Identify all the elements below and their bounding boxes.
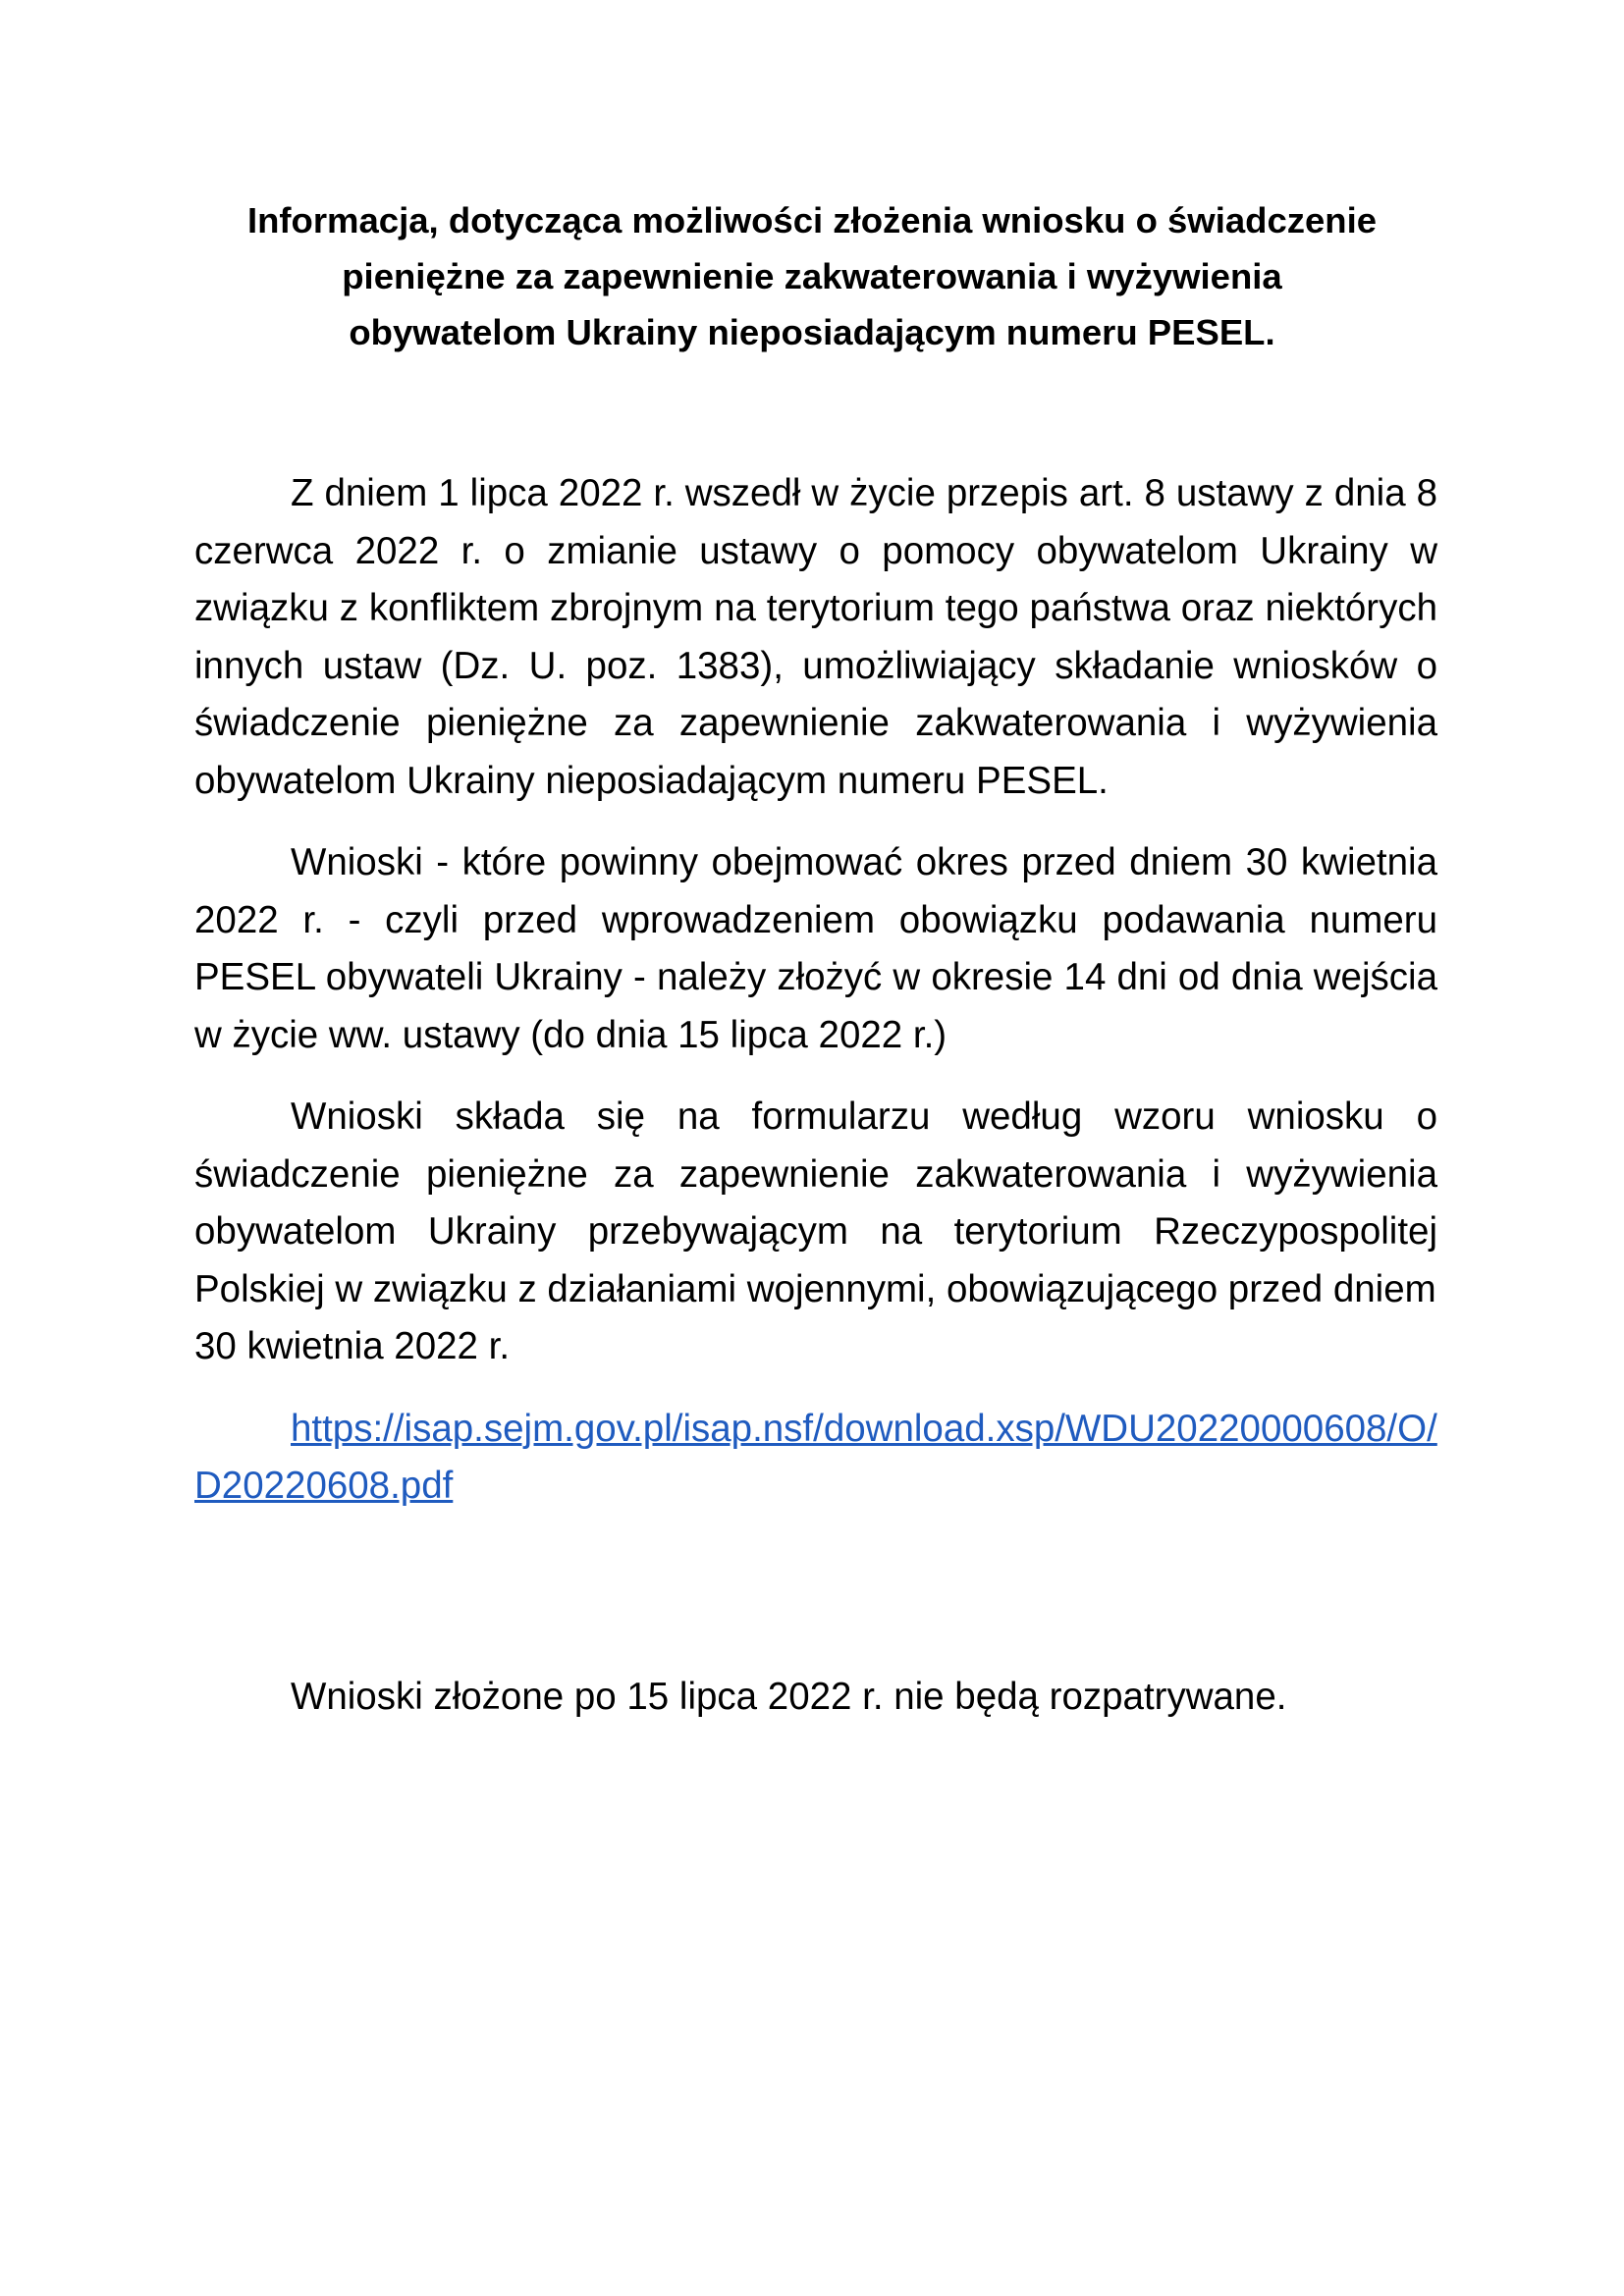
paragraph-3 (194, 1089, 1437, 1376)
title-line-2: pieniężne za zapewnienie zakwaterowania i wyżywienia (342, 256, 1282, 296)
title-line-3: obywatelom Ukrainy nieposiadającym numeru PESEL. (349, 312, 1275, 352)
title-line-1: Informacja, dotycząca możliwości złożenia wniosku o świadczenie (246, 200, 1378, 240)
paragraph-1: Z dniem 1 lipca 2022 r. wszedł w życie przepis art. 8 ustawy z dnia 8 czerwca 2022 r. o zmianie ustawy o pomocy obywatelom Ukrainy w związku z konfliktem zbrojnym na terytorium tego państwa oraz niektórych innych ustaw (Dz. U. poz. 1383), umożliwiający składanie wniosków o świadczenie pieniężne za zapewnienie zakwaterowania i wyżywienia obywatelom Ukrainy nieposiadającym numeru PESEL. (194, 472, 1437, 802)
regulation-pdf-link[interactable]: https://isap.sejm.gov.pl/isap.nsf/download.xsp/WDU20220000608/O/D20220608.pdf (194, 1407, 1437, 1507)
document-body (194, 465, 1437, 1516)
link-paragraph (194, 1401, 1437, 1516)
document-title (196, 192, 1428, 360)
closing-note: Wnioski złożone po 15 lipca 2022 r. nie będą rozpatrywane. (291, 1676, 1287, 1718)
paragraph-2: Wnioski - które powinny obejmować okres przed dniem 30 kwietnia 2022 r. - czyli przed wprowadzeniem obowiązku podawania numeru PESEL obywateli Ukrainy - należy złożyć w okresie 14 dni od dnia wejścia w życie ww. ustawy (do dnia 15 lipca 2022 r.) (194, 841, 1437, 1056)
paragraph-3-text: Wnioski składa się na formularzu według wzoru wniosku o świadczenie pieniężne za zapewnienie zakwaterowania i wyżywienia obywatelom Ukrainy przebywającym na terytorium Rzeczypospolitej Polskiej w związku z działaniami wojennymi, obowiązującego przed dniem (194, 1095, 1437, 1310)
paragraph-3-date: 30 kwietnia 2022 r. (194, 1325, 511, 1367)
